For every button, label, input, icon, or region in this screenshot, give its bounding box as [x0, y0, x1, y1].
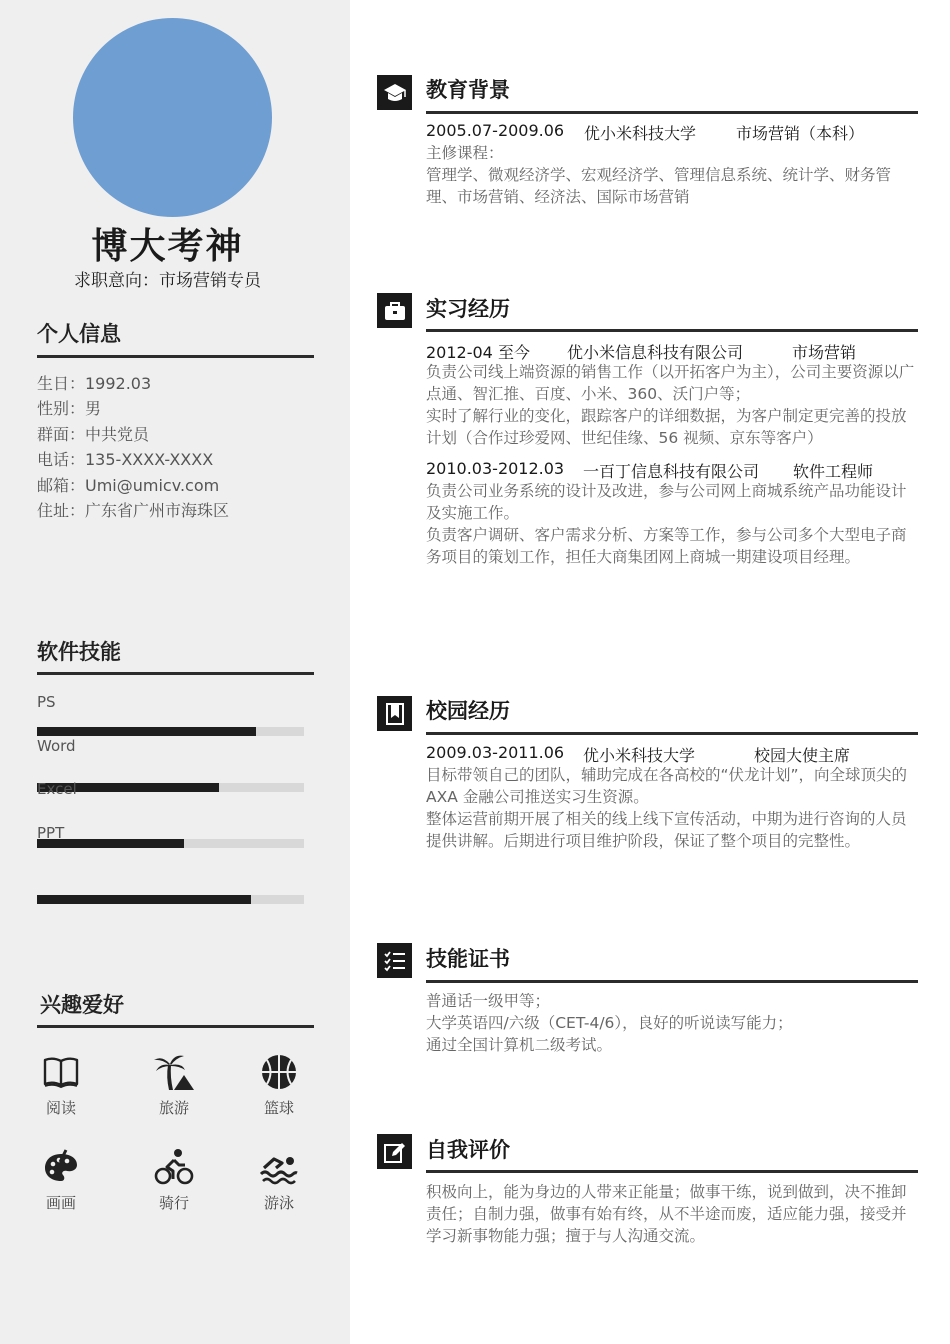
hobbies-title: 兴趣爱好: [40, 993, 124, 1017]
cycling-icon: [154, 1148, 194, 1186]
skill-bar-excel: [37, 839, 304, 848]
skill-label-word: Word: [37, 737, 76, 755]
candidate-name: 博大考神: [91, 226, 244, 267]
personal-info-divider: [37, 355, 314, 358]
internship-1-date: 2012-04 至今: [426, 343, 530, 362]
internship-1-role: 市场营销: [792, 343, 857, 362]
internship-divider: [426, 329, 918, 332]
hobby-cycling: [144, 1148, 204, 1213]
checklist-icon: [384, 950, 406, 972]
skill-bar-word: [37, 783, 304, 792]
info-politics: 群面：中共党员: [37, 424, 150, 444]
palette-icon: [42, 1148, 80, 1186]
hobbies-divider: [37, 1025, 314, 1028]
skill-label-excel: Excel: [37, 780, 77, 798]
skill-bar-fill-ps: [37, 727, 256, 736]
internship-2-para-1: 负责公司业务系统的设计及改进，参与公司网上商城系统产品功能设计及实施工作。: [426, 482, 907, 522]
hobby-label-painting: 画画: [45, 1194, 76, 1212]
info-address: 住址：广东省广州市海珠区: [37, 501, 230, 521]
cert-2: 大学英语四/六级（CET-4/6），良好的听说读写能力；: [426, 1014, 793, 1032]
campus-para-2: 整体运营前期开展了相关的线上线下宣传活动，中期为进行咨询的人员提供讲解。后期进行项目维护阶段，保证了整个项目的完整性。: [426, 810, 907, 850]
skill-bar-fill-ppt: [37, 895, 251, 904]
hobby-reading: [31, 1053, 91, 1118]
campus-section-icon: [377, 696, 412, 731]
education-major: 市场营销（本科）: [736, 124, 865, 143]
campus-para-1: 目标带领自己的团队，辅助完成在各高校的“伏龙计划”，向全球顶尖的 AXA 金融公司推送实习生资源。: [426, 766, 908, 806]
education-divider: [426, 111, 918, 114]
education-details: [426, 142, 920, 208]
internship-2-para-2: 负责客户调研、客户需求分析、方案等工作，参与公司多个大型电子商务项目的策划工作，担任大商集团网上商城一期建设项目经理。: [426, 526, 907, 566]
info-gender: 性别：男: [37, 399, 102, 419]
internship-1-para-1: 负责公司线上端资源的销售工作（以开拓客户为主），公司主要资源以广点通、智汇推、百度、小米、360、沃门户等；: [426, 363, 915, 403]
graduation-cap-icon: [383, 82, 407, 104]
internship-2-role: 软件工程师: [793, 462, 874, 481]
education-courses: 管理学、微观经济学、宏观经济学、管理信息系统、统计学、财务管理、市场营销、经济法、国际市场营销: [426, 166, 892, 206]
hobby-label-reading: 阅读: [45, 1099, 76, 1117]
skill-label-ps: PS: [37, 693, 56, 711]
hobby-basketball: [249, 1053, 309, 1118]
internship-2-details: [426, 480, 920, 568]
self-title: 自我评价: [426, 1138, 510, 1162]
internship-2-company: 一百丁信息科技有限公司: [583, 462, 760, 481]
certs-divider: [426, 980, 918, 983]
hobby-label-basketball: 篮球: [263, 1099, 294, 1117]
info-email: 邮箱：Umi@umicv.com: [37, 475, 220, 495]
info-birth: 生日：1992.03: [37, 374, 152, 393]
self-section-icon: [377, 1134, 412, 1169]
education-title: 教育背景: [426, 78, 510, 102]
certs-title: 技能证书: [426, 947, 510, 971]
sidebar: [0, 0, 350, 1344]
self-text: 积极向上，能为身边的人带来正能量；做事干练，说到做到，决不推卸责任；自制力强，做事有始有终，从不半途而废，适应能力强，接受并学习新事物能力强；擅于与人沟通交流。: [426, 1183, 907, 1245]
avatar: [73, 18, 272, 217]
briefcase-icon: [384, 301, 406, 321]
internship-title: 实习经历: [426, 297, 510, 321]
education-section-icon: [377, 75, 412, 110]
self-divider: [426, 1170, 918, 1173]
palm-tree-icon: [152, 1053, 196, 1091]
hobby-travel: [144, 1053, 204, 1118]
campus-divider: [426, 732, 918, 735]
swimming-icon: [259, 1148, 299, 1186]
education-date: 2005.07-2009.06: [426, 121, 565, 140]
internship-1-details: [426, 361, 920, 449]
skill-bar-ppt: [37, 895, 304, 904]
certs-list: [426, 990, 920, 1056]
campus-date: 2009.03-2011.06: [426, 743, 565, 762]
hobby-label-travel: 旅游: [158, 1099, 189, 1117]
book-icon: [42, 1053, 80, 1091]
education-courses-label: 主修课程：: [426, 144, 504, 162]
skill-label-ppt: PPT: [37, 824, 65, 842]
software-skills-title: 软件技能: [37, 640, 121, 664]
internship-2-date: 2010.03-2012.03: [426, 459, 565, 478]
internship-1-company: 优小米信息科技有限公司: [567, 343, 744, 362]
cert-3: 通过全国计算机二级考试。: [426, 1036, 613, 1054]
basketball-icon: [260, 1053, 298, 1091]
campus-title: 校园经历: [426, 699, 510, 723]
personal-info-list: [37, 371, 229, 523]
job-intent: 求职意向：市场营销专员: [74, 271, 261, 291]
internship-1-para-2: 实时了解行业的变化，跟踪客户的详细数据，为客户制定更完善的投放计划（合作过珍爱网、世纪佳缘、56 视频、京东等客户）: [426, 407, 907, 447]
hobby-label-cycling: 骑行: [158, 1194, 189, 1212]
software-skills-divider: [37, 672, 314, 675]
skill-bar-ps: [37, 727, 304, 736]
edit-icon: [384, 1141, 406, 1163]
education-school: 优小米科技大学: [584, 124, 697, 143]
personal-info-title: 个人信息: [37, 322, 121, 346]
campus-school: 优小米科技大学: [583, 746, 696, 765]
hobby-swimming: [249, 1148, 309, 1213]
bookmark-icon: [386, 703, 404, 725]
info-phone: 电话：135-XXXX-XXXX: [37, 450, 214, 470]
campus-details: [426, 764, 920, 852]
internship-section-icon: [377, 293, 412, 328]
hobby-painting: [31, 1148, 91, 1213]
cert-1: 普通话一级甲等；: [426, 992, 551, 1010]
certs-section-icon: [377, 943, 412, 978]
hobby-label-swimming: 游泳: [263, 1194, 294, 1212]
campus-role: 校园大使主席: [754, 746, 851, 765]
